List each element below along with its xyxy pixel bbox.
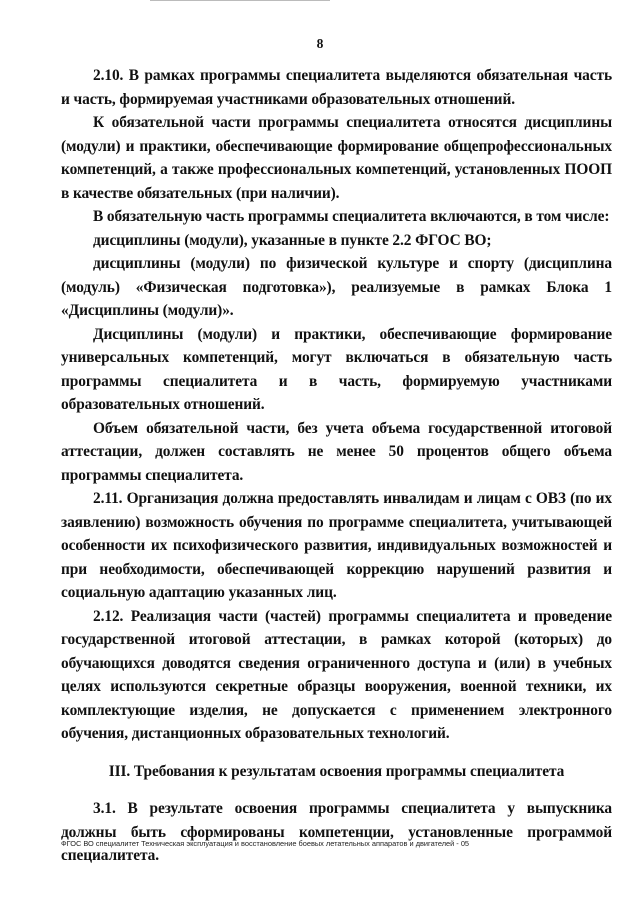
paragraph-mandatory-includes: В обязательную часть программы специалитета включаются, в том числе: <box>93 208 610 225</box>
paragraph-3-1: 3.1. В результате освоения программы специалитета у выпускника должны быть сформированы компетенции, установленные программой специалитета. <box>61 800 612 864</box>
page-number: 8 <box>316 36 324 51</box>
paragraph-2-11: 2.11. Организация должна предоставлять инвалидам и лицам с ОВЗ (по их заявлению) возможность обучения по программе специалитета, учитывающей особенности их психофизического развития, индивидуальных возможностей и при необходимости, обеспечивающей коррекцию нарушений развития и социальную адаптацию указанных лиц. <box>61 490 612 601</box>
section-heading: III. Требования к результатам освоения программы специалитета <box>108 762 565 780</box>
paragraph-2-10: 2.10. В рамках программы специалитета выделяются обязательная часть и часть, формируемая участниками образовательных отношений. <box>61 67 612 108</box>
top-edge-line <box>150 0 330 1</box>
paragraph-mandatory-part: К обязательной части программы специалитета относятся дисциплины (модули) и практики, обеспечивающие формирование общепрофессиональных компетенций, а также профессиональных компетенций, установленных ПООП в качестве обязательных (при наличии). <box>61 114 612 202</box>
paragraph-disciplines-item: дисциплины (модули), указанные в пункте 2.2 ФГОС ВО; <box>93 231 492 249</box>
document-body <box>61 64 612 868</box>
page-footer: ФГОС ВО специалитет Техническая эксплуатация и восстановление боевых летательных аппаратов и двигателей - 05 <box>61 839 470 848</box>
paragraph-physical-training: дисциплины (модули) по физической культуре и спорту (дисциплина (модуль) «Физическая подготовка»), реализуемые в рамках Блока 1 «Дисциплины (модули)». <box>61 255 612 319</box>
paragraph-universal-competencies: Дисциплины (модули) и практики, обеспечивающие формирование универсальных компетенций, могут включаться в обязательную часть программы специалитета и в часть, формируемую участниками образовательных отношений. <box>61 325 612 413</box>
paragraph-2-12: 2.12. Реализация части (частей) программы специалитета и проведение государственной итоговой аттестации, в рамках которой (которых) до обучающихся доводятся сведения ограниченного доступа и (или) в учебных целях используются секретные образцы вооружения, военной техники, их комплектующие изделия, не допускается с применением электронного обучения, дистанционных образовательных технологий. <box>61 607 612 742</box>
paragraph-mandatory-volume: Объем обязательной части, без учета объема государственной итоговой аттестации, должен составлять не менее 50 процентов общего объема программы специалитета. <box>61 419 612 484</box>
